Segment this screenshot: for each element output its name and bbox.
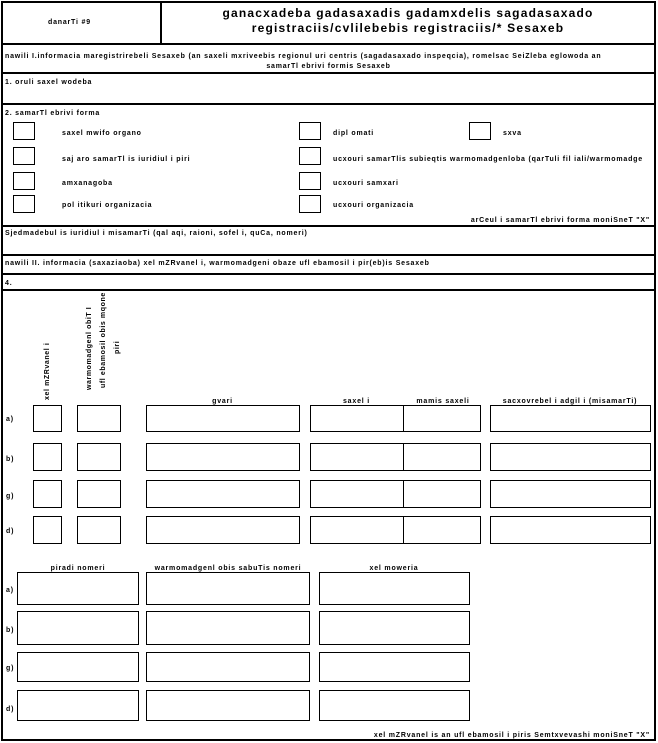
row-label-d: d) <box>6 528 15 535</box>
col-head-manager: xel mZRvanel i <box>44 342 51 400</box>
surname-field[interactable] <box>146 443 300 471</box>
part1-heading: nawili I.informacia maregistrirebeli Sesaxeb (an saxeli mxriveebis regionul uri centris (sagadasaxado inspeqcia), romelsac SeiZleba eglowoda an <box>5 53 602 60</box>
representation-document-field[interactable] <box>146 572 310 605</box>
option-public-legal-entity: saj aro samarTl is iuridiul i piri <box>62 156 191 163</box>
address-field[interactable] <box>490 480 651 508</box>
row2-label-a: a) <box>6 587 14 594</box>
part1-heading-line2: samarTl ebrivi formis Sesaxeb <box>266 63 391 70</box>
section1-label: 1. oruli saxel wodeba <box>5 79 93 86</box>
checkbox-political-organization[interactable] <box>13 195 35 213</box>
row-label-a: a) <box>6 416 14 423</box>
patronymic-field[interactable] <box>403 516 481 544</box>
col-head-address: sacxovrebel i adgil i (misamarTi) <box>502 398 638 405</box>
signature-field[interactable] <box>319 572 470 605</box>
rule-section1 <box>1 103 656 105</box>
col-head-personal-number: piradi nomeri <box>50 565 106 572</box>
personal-number-field[interactable] <box>17 611 139 645</box>
header-bottom-rule <box>1 43 656 45</box>
checkbox-partnership[interactable] <box>13 172 35 190</box>
row2-label-g: g) <box>6 665 15 672</box>
personal-number-field[interactable] <box>17 690 139 721</box>
form-title-line2: registraciis/cvlilebebis registraciis/* Sesaxeb <box>251 21 565 35</box>
representation-document-field[interactable] <box>146 690 310 721</box>
manager-checkbox[interactable] <box>33 443 62 471</box>
option-partnership: amxanagoba <box>62 180 113 187</box>
checkbox-foreign-state[interactable] <box>299 172 321 190</box>
checkbox-other[interactable] <box>469 122 491 140</box>
col-head-representative-line2: ufl ebamosil obis mqone <box>100 292 107 388</box>
checkbox-foreign-representation[interactable] <box>299 147 321 165</box>
section3-label: Sjedmadebul is iuridiul i misamarTi (qal aqi, raioni, sofel i, quCa, nomeri) <box>5 230 308 237</box>
col-head-surname: gvari <box>212 398 233 405</box>
representation-document-field[interactable] <box>146 611 310 645</box>
rule-part2 <box>1 273 656 275</box>
manager-checkbox[interactable] <box>33 405 62 432</box>
top-border <box>1 1 656 3</box>
legal-address-field[interactable] <box>4 240 652 252</box>
form-number: danarTi #9 <box>48 19 91 26</box>
footer-note: xel mZRvanel is an ufl ebamosil i piris Semtxvevashi moniSneT "X" <box>373 732 650 739</box>
surname-field[interactable] <box>146 480 300 508</box>
patronymic-field[interactable] <box>403 443 481 471</box>
patronymic-field[interactable] <box>403 405 481 432</box>
col-head-representative-line3: piri <box>114 340 121 354</box>
representative-checkbox[interactable] <box>77 443 121 471</box>
col-head-signature: xel moweria <box>369 565 419 572</box>
row2-label-b: b) <box>6 627 15 634</box>
patronymic-field[interactable] <box>403 480 481 508</box>
option-other: sxva <box>503 130 522 137</box>
personal-number-field[interactable] <box>17 652 139 682</box>
address-field[interactable] <box>490 443 651 471</box>
option-state-organ: saxel mwifo organo <box>62 130 142 137</box>
signature-field[interactable] <box>319 690 470 721</box>
form-title-line1: ganacxadeba gadasaxadis gadamxdelis sagadasaxado <box>222 6 594 20</box>
section2-label: 2. samarTl ebrivi forma <box>5 110 101 117</box>
option-diplomat: dipl omati <box>333 130 375 137</box>
representative-checkbox[interactable] <box>77 480 121 508</box>
part2-heading: nawili II. informacia (saxaziaoba) xel mZRvanel i, warmomadgeni obaze ufl ebamosil i pir(eb)is Sesaxeb <box>5 260 430 267</box>
rule-section3 <box>1 254 656 256</box>
checkbox-diplomat[interactable] <box>299 122 321 140</box>
option-foreign-organization: ucxouri organizacia <box>333 202 414 209</box>
section2-note: arCeul i samarTl ebrivi forma moniSneT "X" <box>470 217 650 224</box>
right-border <box>654 1 656 741</box>
address-field[interactable] <box>490 516 651 544</box>
name-field[interactable] <box>310 516 404 544</box>
col-head-patronymic: mamis saxeli <box>416 398 470 405</box>
representation-document-field[interactable] <box>146 652 310 682</box>
row-label-g: g) <box>6 493 15 500</box>
checkbox-state-organ[interactable] <box>13 122 35 140</box>
name-field[interactable] <box>310 443 404 471</box>
surname-field[interactable] <box>146 405 300 432</box>
name-field[interactable] <box>310 480 404 508</box>
signature-field[interactable] <box>319 611 470 645</box>
option-foreign-state: ucxouri samxari <box>333 180 399 187</box>
representative-checkbox[interactable] <box>77 516 121 544</box>
col-head-representative-line1: warmomadgenl obiT I <box>86 306 93 390</box>
col-head-name: saxel i <box>342 398 370 405</box>
row2-label-d: d) <box>6 706 15 713</box>
option-political-organization: pol itikuri organizacia <box>62 202 153 209</box>
checkbox-public-legal-entity[interactable] <box>13 147 35 165</box>
rule-section4 <box>1 289 656 291</box>
rule-section2 <box>1 225 656 227</box>
organization-name-field[interactable] <box>4 90 652 102</box>
personal-number-field[interactable] <box>17 572 139 605</box>
name-field[interactable] <box>310 405 404 432</box>
address-field[interactable] <box>490 405 651 432</box>
manager-checkbox[interactable] <box>33 516 62 544</box>
surname-field[interactable] <box>146 516 300 544</box>
rule-part1 <box>1 72 656 74</box>
representative-checkbox[interactable] <box>77 405 121 432</box>
signature-field[interactable] <box>319 652 470 682</box>
section4-label: 4. <box>5 280 13 287</box>
manager-checkbox[interactable] <box>33 480 62 508</box>
option-foreign-representation: ucxouri samarTlis subieqtis warmomadgenloba (qarTuli fil iali/warmomadge <box>333 156 643 163</box>
col-head-representation-document: warmomadgenl obis sabuTis nomeri <box>154 565 302 572</box>
row-label-b: b) <box>6 456 15 463</box>
checkbox-foreign-organization[interactable] <box>299 195 321 213</box>
left-border <box>1 1 3 741</box>
